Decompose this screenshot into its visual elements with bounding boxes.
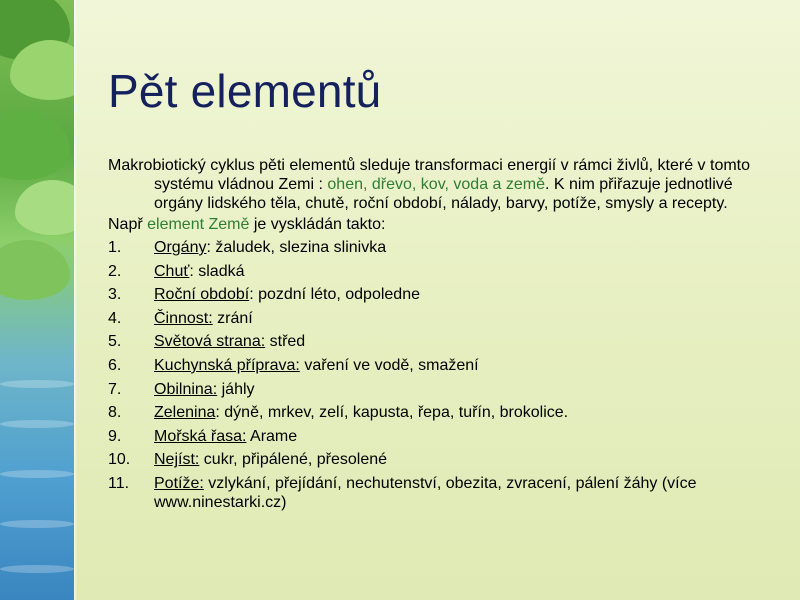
list-number: 1. [108,239,122,256]
list-label: Světová strana: [154,333,266,351]
list-number: 5. [108,333,122,351]
intro-text-end: . K nim přiřazuje jednotlivé orgány lidského těla, chutě, roční období, nálady, barvy, potíže, smysly a recepty. [154,176,733,212]
list-number: 9. [108,427,122,445]
list-item [108,403,768,422]
list-text: jáhly [221,380,255,398]
list-label: Chuť [154,262,190,280]
list-label: Obilnina: [154,380,218,398]
strip-edge-highlight [74,0,77,600]
list-text: střed [269,333,306,351]
list-label: Orgány [154,239,207,256]
slide-content [108,156,768,517]
example-suffix: je vyskládán takto: [249,216,386,233]
intro-text-start: Makrobiotický cyklus pěti elementů sleduje transformaci energií v rámci živlů, které v tomto systému vládnou Zemi : [108,157,751,193]
list-item [108,474,768,512]
list-separator: : [189,262,199,280]
example-element-highlight: element Země [147,216,250,233]
list-text: vaření ve vodě, smažení [304,356,479,374]
list-item [108,380,768,399]
list-number: 10. [108,451,131,469]
list-text: cukr, připálené, přesolené [203,451,388,469]
list-text: žaludek, slezina slinivka [215,239,387,256]
list-number: 6. [108,356,122,374]
example-prefix: Např [108,216,148,233]
list-number: 2. [108,262,122,280]
list-label: Mořská řasa: [154,427,247,445]
element-properties-list [108,238,768,512]
list-number: 7. [108,380,122,398]
slide-title: Pět elementů [108,65,382,117]
list-text: vzlykání, přejídání, nechutenství, obezita, zvracení, pálení žáhy (více www.ninestarki.cz) [154,474,697,511]
list-item [108,332,768,351]
list-item [108,356,768,375]
list-label: Potíže: [154,474,204,492]
list-number: 4. [108,309,122,327]
list-item [108,309,768,328]
example-line [108,215,768,234]
list-item [108,285,768,304]
list-item [108,450,768,469]
list-separator: : [249,286,259,304]
list-separator: : [215,404,225,422]
list-item [108,238,768,257]
list-number: 11. [108,474,130,492]
intro-elements-highlight: ohen, dřevo, kov, voda a země [327,176,546,193]
list-text: sladká [198,262,245,280]
list-label: Zelenina [154,404,216,422]
list-text: pozdní léto, odpoledne [258,286,420,304]
list-label: Nejíst: [154,451,200,469]
list-text: zrání [217,309,253,327]
list-separator: : [206,239,216,256]
list-text: dýně, mrkev, zelí, kapusta, řepa, tuřín, brokolice. [224,404,569,422]
list-label: Činnost: [154,309,213,327]
list-label: Kuchynská příprava: [154,356,300,374]
decorative-leaf-water-strip [0,0,74,600]
list-item [108,262,768,281]
list-number: 3. [108,286,122,304]
list-item [108,427,768,446]
list-text: Arame [250,427,298,445]
list-label: Roční období [154,286,250,304]
intro-paragraph [108,156,768,213]
list-number: 8. [108,404,122,422]
